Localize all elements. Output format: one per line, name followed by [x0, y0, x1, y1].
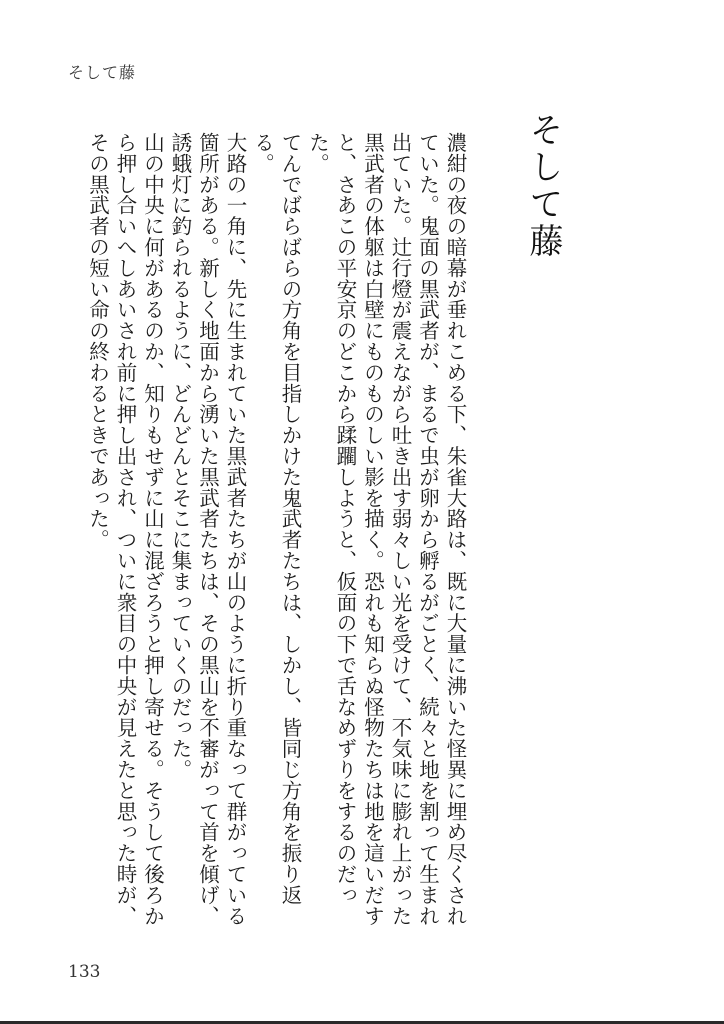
- paragraph: 山の中央に何があるのか、知りもせずに山に混ざろうと押し寄せる。そうして後ろから押し合いへしあいされ前に押し出され、ついに衆目の中央が見えたと思った時が、その黒武者の短い命の終わるときであった。: [85, 132, 165, 927]
- paragraph: 大路の一角に、先に生まれていた黒武者たちが山のように折り重なって群がっている箇所がある。新しく地面から湧いた黒武者たちは、その黒山を不審がって首を傾げ、誘蛾灯に釣られるように、どんどんとそこに集まっていくのだった。: [168, 132, 247, 927]
- running-header: そして藤: [68, 63, 137, 82]
- chapter-title: そして藤: [523, 112, 563, 260]
- paragraph: 濃紺の夜の暗幕が垂れこめる下、朱雀大路は、既に大量に沸いた怪異に埋め尽くされていた。鬼面の黒武者が、まるで虫が卵から孵るがごとく、続々と地を割って生まれ出ていた。辻行燈が震えながら吐き出す弱々しい光を受けて、不気味に膨れ上がった黒武者の体躯は白壁にものものしい影を描く。恐れも知らぬ怪物たちは地を這いだすと、さあこの平安京のどこから蹂躙しようと、仮面の下で舌なめずりをするのだった。: [305, 132, 467, 927]
- body-text: [72, 132, 468, 942]
- page-number: 133: [68, 962, 101, 982]
- paragraph: てんでばらばらの方角を目指しかけた鬼武者たちは、しかし、皆同じ方角を振り返る。: [250, 132, 302, 906]
